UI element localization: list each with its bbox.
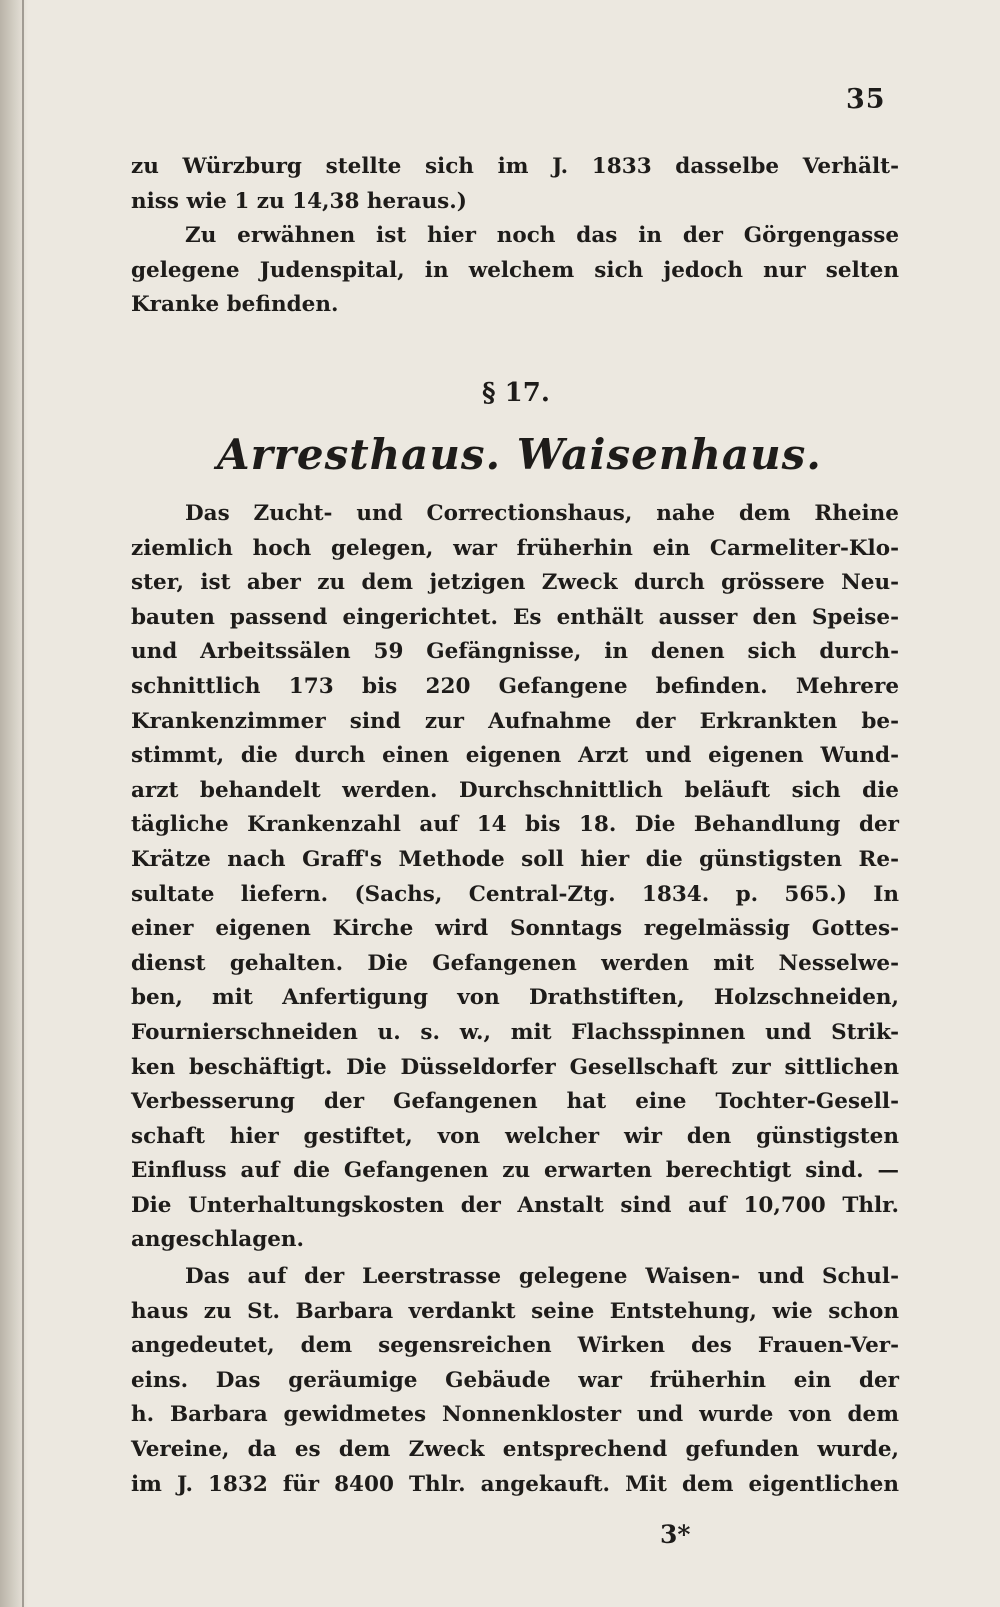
text-line: Einfluss auf die Gefangenen zu erwarten berechtigt sind. — (131, 1158, 899, 1184)
text-line: Das auf der Leerstrasse gelegene Waisen- und Schul- (185, 1264, 899, 1289)
binding-edge (22, 0, 24, 1607)
text-line: einer eigenen Kirche wird Sonntags regelmässig Gottes- (131, 916, 899, 942)
text-line: gelegene Judenspital, in welchem sich jedoch nur selten (131, 257, 899, 283)
text-line: Das Zucht- und Correctionshaus, nahe dem Rheine (185, 501, 899, 526)
text-line: ben, mit Anfertigung von Drathstiften, Holzschneiden, (131, 985, 899, 1011)
text-line: Die Unterhaltungskosten der Anstalt sind auf 10,700 Thlr. (131, 1192, 899, 1218)
text-line: dienst gehalten. Die Gefangenen werden mit Nesselwe- (131, 950, 899, 976)
text-line: schaft hier gestiftet, von welcher wir den günstigsten (131, 1123, 899, 1149)
text-line: ken beschäftigt. Die Düsseldorfer Gesellschaft zur sittlichen (131, 1054, 899, 1080)
text-line: Kranke befinden. (131, 292, 339, 318)
page-number: 35 (846, 84, 886, 115)
text-line: haus zu St. Barbara verdankt seine Entstehung, wie schon (131, 1298, 899, 1324)
text-line: ster, ist aber zu dem jetzigen Zweck durch grössere Neu- (131, 570, 899, 596)
text-line: Fournierschneiden u. s. w., mit Flachsspinnen und Strik- (131, 1019, 899, 1045)
paragraph-waisenhaus (131, 1260, 899, 1502)
text-line: eins. Das geräumige Gebäude war früherhin ein der (131, 1367, 899, 1393)
text-line: h. Barbara gewidmetes Nonnenkloster und wurde von dem (131, 1402, 899, 1428)
paragraph-arresthaus (131, 497, 899, 1258)
top-text-block (131, 150, 899, 323)
section-heading: Arresthaus. Waisenhaus. (217, 430, 822, 479)
section-number: § 17. (482, 378, 550, 408)
text-line: angedeutet, dem segensreichen Wirken des Frauen-Ver- (131, 1333, 899, 1359)
text-line: schnittlich 173 bis 220 Gefangene befinden. Mehrere (131, 673, 899, 699)
text-line: Vereine, da es dem Zweck entsprechend gefunden wurde, (131, 1436, 899, 1462)
text-line: niss wie 1 zu 14,38 heraus.) (131, 188, 467, 214)
text-line: stimmt, die durch einen eigenen Arzt und eigenen Wund- (131, 743, 899, 769)
text-line: sultate liefern. (Sachs, Central-Ztg. 1834. p. 565.) In (131, 881, 899, 907)
text-line: angeschlagen. (131, 1227, 305, 1253)
signature-mark: 3* (660, 1520, 691, 1549)
text-line: arzt behandelt werden. Durchschnittlich beläuft sich die (131, 777, 899, 803)
text-line: tägliche Krankenzahl auf 14 bis 18. Die Behandlung der (131, 812, 899, 838)
text-line: Krätze nach Graff's Methode soll hier die günstigsten Re- (131, 846, 899, 872)
text-line: im J. 1832 für 8400 Thlr. angekauft. Mit dem eigentlichen (131, 1471, 899, 1497)
text-line: Krankenzimmer sind zur Aufnahme der Erkrankten be- (131, 708, 899, 734)
text-line: Verbesserung der Gefangenen hat eine Tochter-Gesell- (131, 1089, 899, 1115)
text-line: ziemlich hoch gelegen, war früherhin ein Carmeliter-Klo- (131, 535, 899, 561)
text-line: Zu erwähnen ist hier noch das in der Görgengasse (185, 223, 899, 249)
text-line: zu Würzburg stellte sich im J. 1833 dasselbe Verhält- (131, 154, 899, 179)
text-line: bauten passend eingerichtet. Es enthält ausser den Speise- (131, 604, 899, 630)
text-line: und Arbeitssälen 59 Gefängnisse, in denen sich durch- (131, 639, 899, 665)
